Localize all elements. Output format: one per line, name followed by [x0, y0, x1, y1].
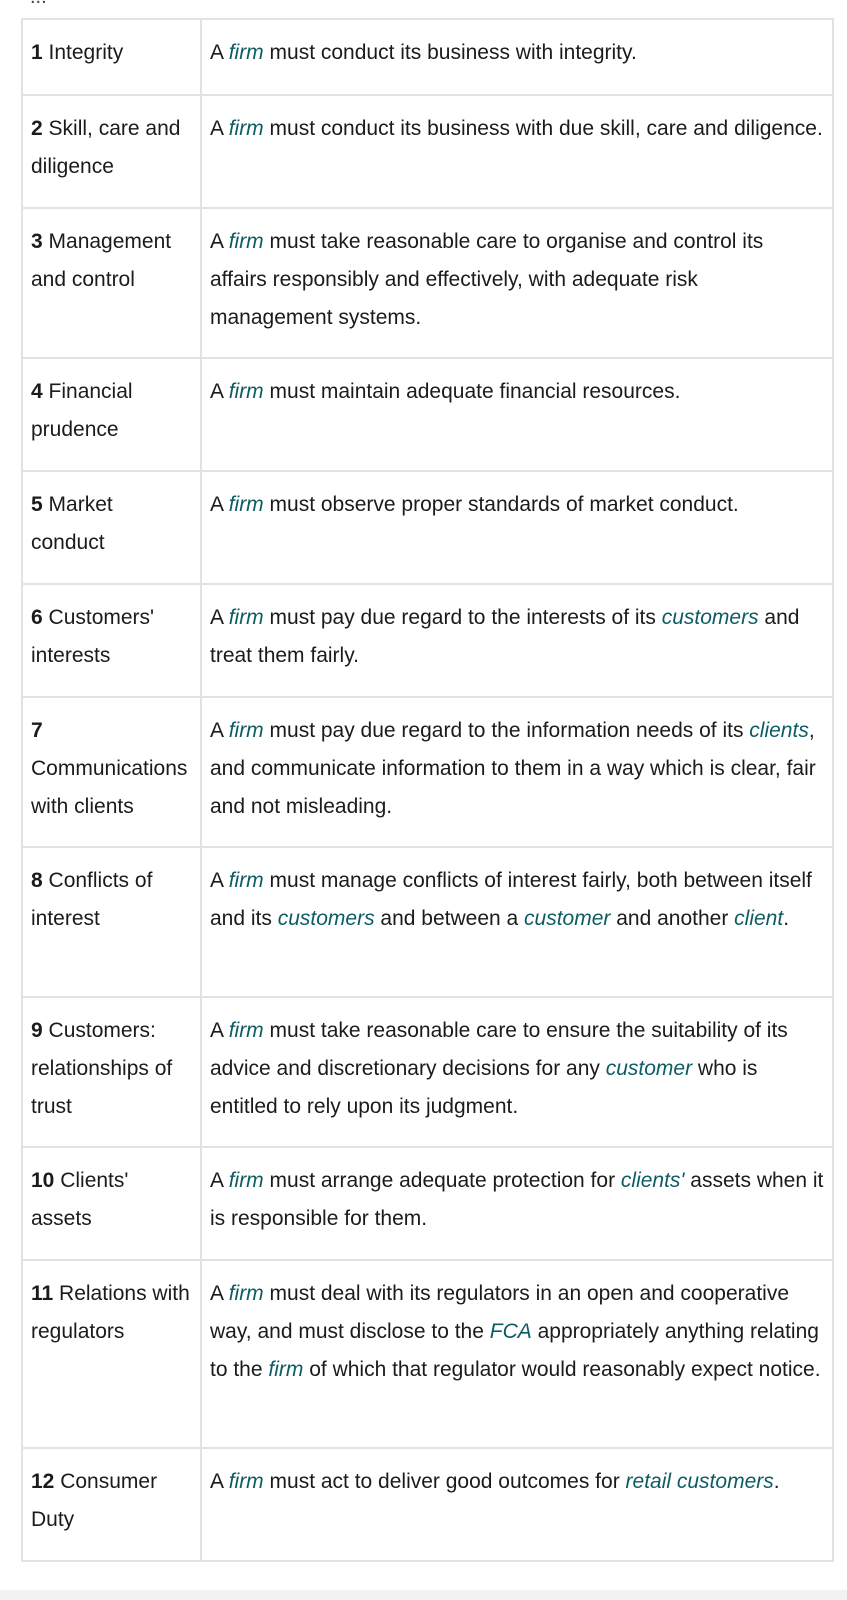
principle-name-cell: [22, 1260, 201, 1448]
principle-number: 11: [31, 1282, 54, 1305]
principle-row: [22, 358, 833, 471]
principle-name-cell: [22, 997, 201, 1147]
glossary-term-link[interactable]: clients': [620, 1169, 685, 1192]
principle-name-cell: [22, 1448, 201, 1561]
description-text: A: [210, 869, 229, 892]
glossary-term-link[interactable]: client: [734, 907, 784, 930]
description-text: must pay due regard to the interests of its: [263, 606, 662, 629]
principle-description-cell: [201, 1448, 833, 1561]
principle-name-cell: [22, 697, 201, 847]
description-text: must manage conflicts of interest fairly, both between itself and its: [210, 869, 812, 930]
description-text: who is entitled to rely upon its judgment.: [210, 1057, 758, 1118]
principle-name-cell: [22, 471, 201, 584]
principle-number: 12: [31, 1470, 55, 1493]
principle-number: 8: [31, 869, 43, 892]
description-text: must maintain adequate financial resources.: [263, 380, 681, 403]
principle-title: Communications with clients: [31, 757, 188, 818]
principle-number: 9: [31, 1019, 43, 1042]
glossary-term-link[interactable]: firm: [228, 493, 264, 516]
glossary-term-link[interactable]: firm: [228, 380, 264, 403]
principles-table-body: [22, 19, 833, 1561]
principle-title: Skill, care and diligence: [31, 117, 181, 178]
glossary-term-link[interactable]: firm: [228, 1169, 264, 1192]
glossary-term-link[interactable]: customer: [524, 907, 611, 930]
principle-row: [22, 697, 833, 847]
glossary-term-link[interactable]: customer: [605, 1057, 693, 1080]
glossary-term-link[interactable]: firm: [228, 1470, 264, 1493]
principle-number: 7: [31, 719, 43, 742]
principle-title: Clients' assets: [31, 1169, 129, 1230]
description-text: must act to deliver good outcomes for: [263, 1470, 626, 1493]
page-bottom-strip: [0, 1590, 847, 1600]
principle-row: [22, 471, 833, 584]
principle-title: Customers' interests: [31, 606, 155, 667]
description-text: A: [210, 1470, 229, 1493]
description-text: must pay due regard to the information needs of its: [263, 719, 750, 742]
principle-title: Customers: relationships of trust: [31, 1019, 173, 1118]
principle-row: [22, 19, 833, 95]
description-text: A: [210, 493, 229, 516]
description-text: must arrange adequate protection for: [263, 1169, 621, 1192]
description-text: must take reasonable care to organise and control its affairs responsibly and effectively, with adequate risk management systems.: [210, 230, 764, 329]
principle-title: Integrity: [48, 41, 124, 64]
glossary-term-link[interactable]: firm: [268, 1358, 304, 1381]
principle-name-cell: [22, 584, 201, 697]
glossary-term-link[interactable]: customers: [277, 907, 375, 930]
description-text: A: [210, 719, 229, 742]
description-text: A: [210, 606, 229, 629]
glossary-term-link[interactable]: retail customers: [625, 1470, 774, 1493]
glossary-term-link[interactable]: FCA: [489, 1320, 532, 1343]
principle-row: [22, 208, 833, 358]
description-text: must take reasonable care to ensure the suitability of its advice and discretionary decisions for any: [210, 1019, 788, 1080]
glossary-term-link[interactable]: firm: [228, 719, 264, 742]
description-text: A: [210, 1282, 229, 1305]
description-text: A: [210, 117, 229, 140]
principle-title: Conflicts of interest: [31, 869, 153, 930]
principle-description-cell: [201, 584, 833, 697]
glossary-term-link[interactable]: firm: [228, 1282, 264, 1305]
principle-title: Market conduct: [31, 493, 113, 554]
principle-number: 3: [31, 230, 43, 253]
principle-description-cell: [201, 997, 833, 1147]
principle-description-cell: [201, 1147, 833, 1260]
description-text: must observe proper standards of market conduct.: [263, 493, 739, 516]
principle-number: 4: [31, 380, 43, 403]
principle-row: [22, 1448, 833, 1561]
description-text: .: [783, 907, 790, 930]
description-text: A: [210, 1169, 229, 1192]
description-text: must deal with its regulators in an open and cooperative way, and must disclose to the: [210, 1282, 789, 1343]
description-text: A: [210, 41, 229, 64]
description-text: appropriately anything relating to the: [210, 1320, 819, 1381]
principle-row: [22, 847, 833, 997]
principle-title: Relations with regulators: [31, 1282, 190, 1343]
principle-title: Consumer Duty: [31, 1470, 158, 1531]
principle-number: 10: [31, 1169, 55, 1192]
glossary-term-link[interactable]: clients: [749, 719, 809, 742]
principle-number: 5: [31, 493, 43, 516]
principle-number: 2: [31, 117, 43, 140]
principle-row: [22, 584, 833, 697]
principle-row: [22, 997, 833, 1147]
description-text: A: [210, 230, 229, 253]
description-text: and between a: [374, 907, 525, 930]
principle-row: [22, 95, 833, 208]
principle-name-cell: [22, 208, 201, 358]
principle-number: 6: [31, 606, 43, 629]
description-text: and another: [610, 907, 735, 930]
description-text: and treat them fairly.: [210, 606, 800, 667]
glossary-term-link[interactable]: firm: [228, 41, 264, 64]
glossary-term-link[interactable]: firm: [228, 1019, 264, 1042]
principles-table: [21, 18, 834, 1562]
principle-title: Financial prudence: [31, 380, 133, 441]
glossary-term-link[interactable]: firm: [228, 230, 264, 253]
principle-description-cell: [201, 471, 833, 584]
glossary-term-link[interactable]: firm: [228, 606, 264, 629]
principle-name-cell: [22, 1147, 201, 1260]
principle-description-cell: [201, 697, 833, 847]
principle-name-cell: [22, 95, 201, 208]
description-text: , and communicate information to them in a way which is clear, fair and not misleading.: [210, 719, 816, 818]
description-text: A: [210, 380, 229, 403]
principle-name-cell: [22, 847, 201, 997]
principle-name-cell: [22, 19, 201, 95]
description-text: must conduct its business with due skill, care and diligence.: [263, 117, 823, 140]
description-text: assets when it is responsible for them.: [210, 1169, 824, 1230]
principle-title: Management and control: [31, 230, 172, 291]
description-text: .: [773, 1470, 780, 1493]
description-text: must conduct its business with integrity.: [263, 41, 637, 64]
description-text: of which that regulator would reasonably expect notice.: [303, 1358, 821, 1381]
clipped-heading: [30, 0, 47, 9]
principle-row: [22, 1260, 833, 1448]
principle-description-cell: [201, 19, 833, 95]
principle-description-cell: [201, 358, 833, 471]
principle-description-cell: [201, 1260, 833, 1448]
principle-name-cell: [22, 358, 201, 471]
principle-description-cell: [201, 95, 833, 208]
description-text: A: [210, 1019, 229, 1042]
principle-description-cell: [201, 847, 833, 997]
glossary-term-link[interactable]: firm: [228, 117, 264, 140]
principle-number: 1: [31, 41, 43, 64]
principle-description-cell: [201, 208, 833, 358]
glossary-term-link[interactable]: firm: [228, 869, 264, 892]
glossary-term-link[interactable]: customers: [661, 606, 759, 629]
principle-row: [22, 1147, 833, 1260]
